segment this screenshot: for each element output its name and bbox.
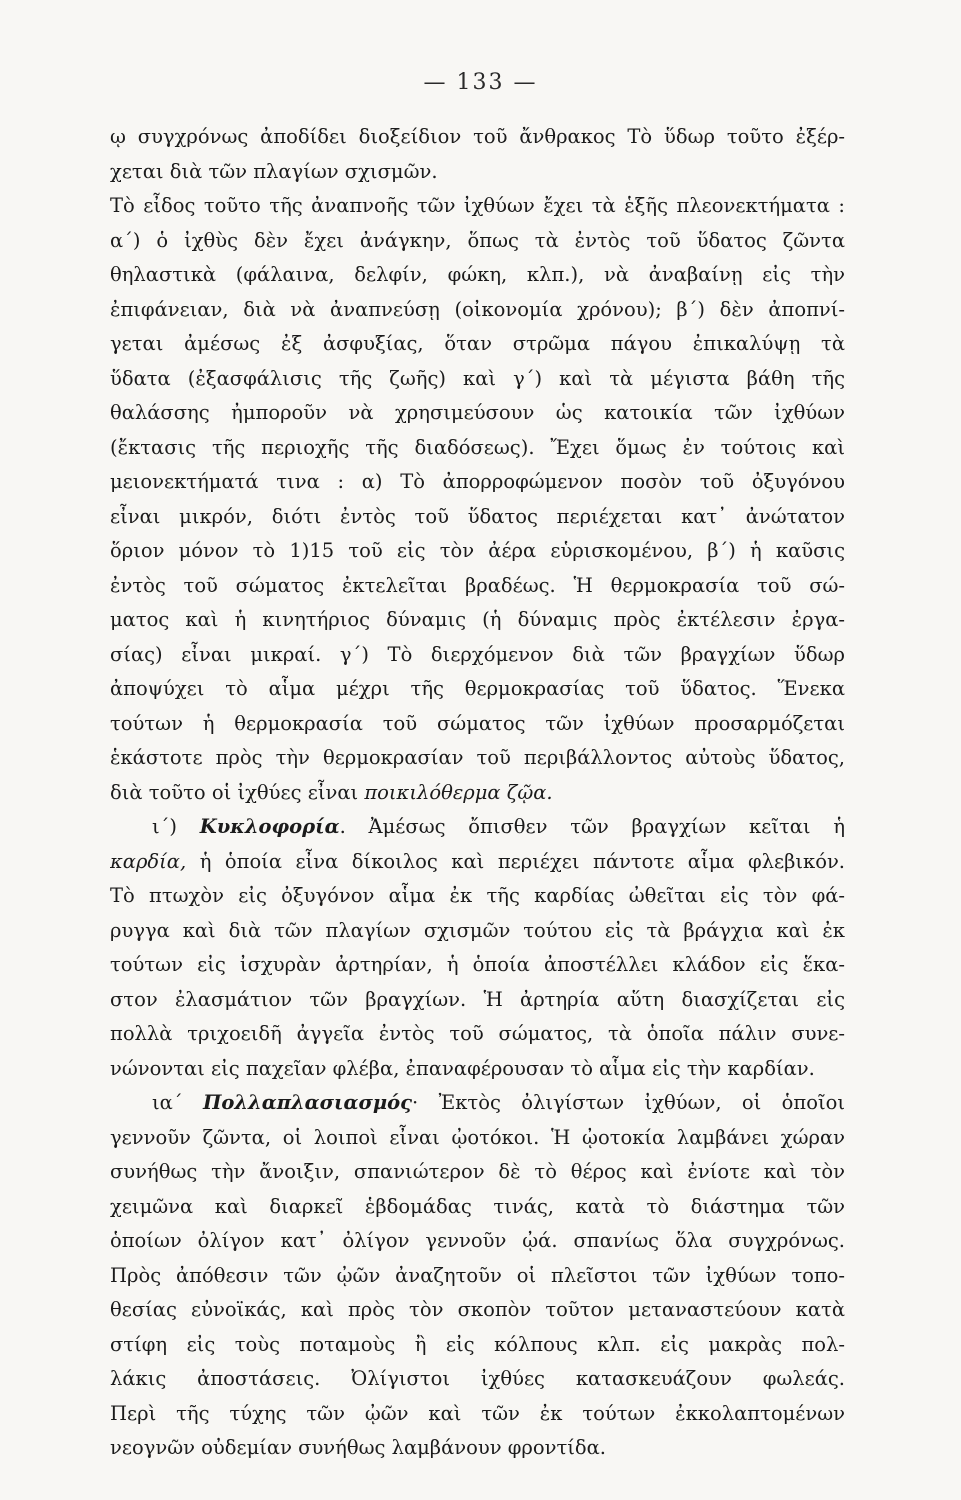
- body-text: [110, 120, 845, 1466]
- text-line: Περὶ τῆς τύχης τῶν ᾠῶν καὶ τῶν ἐκ τούτων ἐκκολαπτομένων: [110, 1401, 845, 1425]
- section-heading-line: [110, 810, 845, 845]
- text-line: ἐπιφάνειαν, διὰ νὰ ἀναπνεύσῃ (οἰκονομία χρόνου); β΄) δὲν ἀποπνί-: [110, 297, 845, 321]
- text-line: νεογνῶν οὐδεμίαν συνήθως λαμβάνουν φροντίδα.: [110, 1436, 606, 1459]
- italic-term: καρδία,: [110, 849, 187, 873]
- text-line: χεται διὰ τῶν πλαγίων σχισμῶν.: [110, 159, 438, 183]
- text-line: χειμῶνα καὶ διαρκεῖ ἑβδομάδας τινάς, κατὰ τὸ διάστημα τῶν: [110, 1194, 845, 1218]
- section-title-pollaplasiasmos: Πολλαπλασιασμός: [202, 1091, 413, 1114]
- text-line: ρυγγα καὶ διὰ τῶν πλαγίων σχισμῶν τούτου εἰς τὰ βράγχια καὶ ἐκ: [110, 918, 845, 942]
- text-line: θηλαστικὰ (φάλαινα, δελφίν, φώκη, κλπ.), νὰ ἀναβαίνῃ εἰς τὴν: [110, 263, 845, 286]
- section-heading-line: [110, 1086, 845, 1121]
- text-line: Πρὸς ἀπόθεσιν τῶν ᾠῶν ἀναζητοῦν οἱ πλεῖστοι τῶν ἰχθύων τοπο-: [110, 1263, 845, 1287]
- text-line: θεσίας εὐνοϊκάς, καὶ πρὸς τὸν σκοπὸν τοῦτον μεταναστεύουν κατὰ: [110, 1298, 845, 1321]
- text-line: θαλάσσης ἠμποροῦν νὰ χρησιμεύσουν ὡς κατοικία τῶν ἰχθύων: [110, 401, 845, 424]
- text-fragment: Ἐκτὸς ὀλιγίστων ἰχθύων, οἱ ὁποῖοι: [438, 1091, 845, 1114]
- text-line: ῳ συγχρόνως ἀποδίδει διοξείδιον τοῦ ἄνθρακος Τὸ ὕδωρ τοῦτο ἐξέρ-: [110, 125, 845, 148]
- text-line: ματος καὶ ἡ κινητήριος δύναμις (ἡ δύναμις πρὸς ἐκτέλεσιν ἐργα-: [110, 608, 845, 631]
- text-fragment: ἡ ὁποία εἶνα δίκοιλος καὶ περιέχει πάντοτε αἷμα φλεβικόν.: [186, 849, 845, 873]
- text-fragment: Ἀμέσως ὄπισθεν τῶν βραγχίων κεῖται ἡ: [368, 815, 845, 838]
- text-line: συνήθως τὴν ἄνοιξιν, σπανιώτερον δὲ τὸ θέρος καὶ ἐνίοτε καὶ τὸν: [110, 1160, 845, 1183]
- text-line: στον ἐλασμάτιον τῶν βραγχίων. Ἡ ἀρτηρία αὕτη διασχίζεται εἰς: [110, 987, 845, 1011]
- text-line: τούτων εἰς ἰσχυρὰν ἀρτηρίαν, ἡ ὁποία ἀποστέλλει κλάδον εἰς ἕκα-: [110, 953, 845, 976]
- text-line: ἀποψύχει τὸ αἷμα μέχρι τῆς θερμοκρασίας τοῦ ὕδατος. Ἕνεκα: [110, 677, 845, 700]
- section-title-kykloforia: Κυκλοφορία: [199, 815, 340, 838]
- section-number: ια΄: [152, 1091, 203, 1114]
- page-number: — 133 —: [423, 70, 538, 95]
- text-line: ὁποίων ὀλίγον κατ᾽ ὀλίγον γεννοῦν ᾠά. σπανίως ὅλα συγχρόνως.: [110, 1229, 845, 1252]
- text-line: [110, 776, 845, 811]
- text-line: [110, 845, 845, 880]
- text-line: σίας) εἶναι μικραί. γ΄) Τὸ διερχόμενον διὰ τῶν βραγχίων ὕδωρ: [110, 642, 845, 666]
- text-line: τούτων ἡ θερμοκρασία τοῦ σώματος τῶν ἰχθύων προσαρμόζεται: [110, 711, 845, 735]
- text-fragment: .: [339, 815, 369, 838]
- section-number: ι΄): [152, 815, 200, 838]
- text-line: στίφη εἰς τοὺς ποταμοὺς ἢ εἰς κόλπους κλπ. εἰς μακρὰς πολ-: [110, 1332, 845, 1356]
- text-line: (ἔκτασις τῆς περιοχῆς τῆς διαδόσεως). Ἔχει ὅμως ἐν τούτοις καὶ: [110, 435, 845, 459]
- text-fragment: ·: [412, 1091, 439, 1114]
- text-line: ἐντὸς τοῦ σώματος ἐκτελεῖται βραδέως. Ἡ θερμοκρασία τοῦ σώ-: [110, 573, 845, 597]
- text-fragment: διὰ τοῦτο οἱ ἰχθύες εἶναι: [110, 780, 365, 804]
- text-line: ὕδατα (ἐξασφάλισις τῆς ζωῆς) καὶ γ΄) καὶ τὰ μέγιστα βάθη τῆς: [110, 366, 845, 390]
- text-line: Τὸ πτωχὸν εἰς ὀξυγόνον αἷμα ἐκ τῆς καρδίας ὠθεῖται εἰς τὸν φά-: [110, 884, 845, 907]
- text-line: μειονεκτήματά τινα : α) Τὸ ἀπορροφώμενον ποσὸν τοῦ ὀξυγόνου: [110, 470, 845, 493]
- italic-term: ποικιλόθερμα ζῷα.: [364, 780, 553, 804]
- text-line: γεννοῦν ζῶντα, οἱ λοιποὶ εἶναι ᾠοτόκοι. Ἡ ᾠοτοκία λαμβάνει χώραν: [110, 1125, 845, 1149]
- text-line: πολλὰ τριχοειδῆ ἀγγεῖα ἐντὸς τοῦ σώματος, τὰ ὁποῖα πάλιν συνε-: [110, 1022, 845, 1045]
- text-line: ὅριον μόνον τὸ 1)15 τοῦ εἰς τὸν ἀέρα εὑρισκομένου, β΄) ἡ καῦσις: [110, 539, 845, 562]
- text-line: Τὸ εἶδος τοῦτο τῆς ἀναπνοῆς τῶν ἰχθύων ἔχει τὰ ἑξῆς πλεονεκτήματα :: [110, 194, 845, 217]
- text-line: εἶναι μικρόν, διότι ἐντὸς τοῦ ὕδατος περιέχεται κατ᾽ ἀνώτατον: [110, 504, 845, 528]
- text-line: γεται ἀμέσως ἐξ ἀσφυξίας, ὅταν στρῶμα πάγου ἐπικαλύψῃ τὰ: [110, 332, 845, 355]
- text-line: λάκις ἀποστάσεις. Ὀλίγιστοι ἰχθύες κατασκευάζουν φωλεάς.: [110, 1367, 845, 1390]
- text-line: α΄) ὁ ἰχθὺς δὲν ἔχει ἀνάγκην, ὅπως τὰ ἐντὸς τοῦ ὕδατος ζῶντα: [110, 228, 845, 252]
- text-line: ἑκάστοτε πρὸς τὴν θερμοκρασίαν τοῦ περιβάλλοντος αὐτοὺς ὕδατος,: [110, 746, 845, 769]
- text-line: νώνονται εἰς παχεῖαν φλέβα, ἐπαναφέρουσαν τὸ αἷμα εἰς τὴν καρδίαν.: [110, 1056, 815, 1080]
